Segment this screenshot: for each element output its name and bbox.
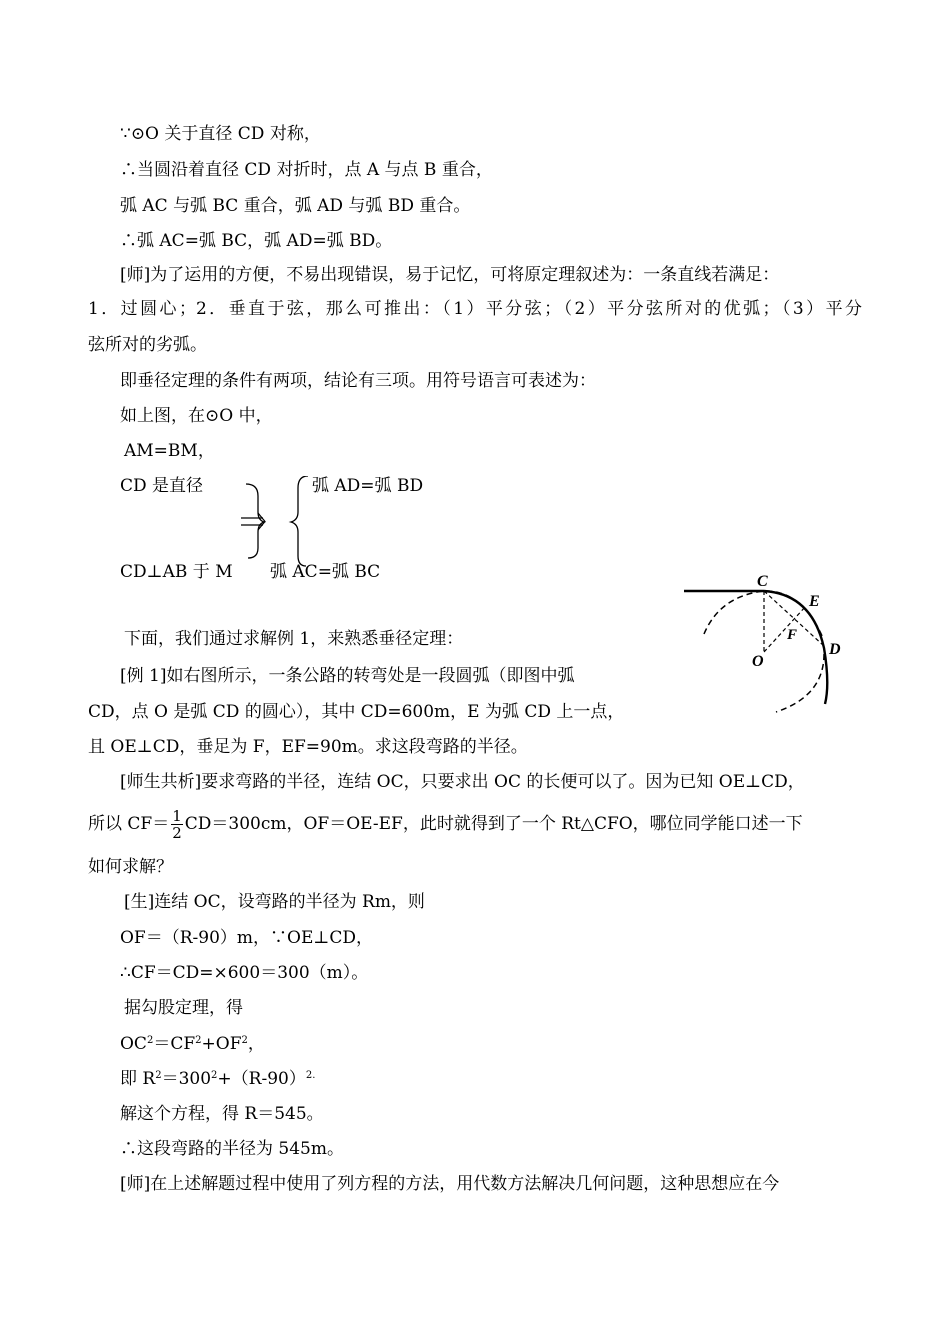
label-d: D [829, 641, 841, 658]
text-line: ∴这段弯路的半径为 545m。 [120, 1139, 344, 1159]
text-line: [师生共析]要求弯路的半径，连结 OC，只要求出 OC 的长便可以了。因为已知 OE⊥CD， [120, 772, 805, 792]
text-line: [生]连结 OC，设弯路的半径为 Rm，则 [124, 892, 425, 912]
text-span: ＝CF [153, 1034, 196, 1054]
segment-oe [764, 606, 806, 652]
exponent: 2. [305, 1070, 316, 1081]
text-line: 据勾股定理，得 [124, 998, 243, 1018]
text-line: 且 OE⊥CD，垂足为 F，EF=90m。求这段弯路的半径。 [88, 737, 528, 757]
text-line: [师]在上述解题过程中使用了列方程的方法，用代数方法解决几何问题，这种思想应在今 [120, 1174, 780, 1194]
text-line: 解这个方程，得 R＝545。 [120, 1104, 324, 1124]
road-curve-figure [680, 566, 850, 722]
text-line: 1．过圆心；2．垂直于弦，那么可推出：（1）平分弦；（2）平分弦所对的优弧；（3）平分 [88, 299, 862, 319]
condition-diameter: CD 是直径 [120, 476, 204, 496]
condition-perpendicular: CD⊥AB 于 M [120, 562, 233, 582]
fraction-one-half [171, 808, 183, 841]
equation-substitution [120, 1067, 315, 1091]
text-line: ∴弧 AC=弧 BC，弧 AD=弧 BD。 [120, 231, 393, 251]
exponent: 2 [241, 1035, 248, 1046]
left-brace [291, 476, 308, 566]
text-line: ∴CF＝CD=×600＝300（m）。 [120, 963, 369, 983]
text-line: OF＝（R-90）m，∵OE⊥CD， [120, 928, 373, 948]
text-line: ∴当圆沿着直径 CD 对折时，点 A 与点 B 重合， [120, 160, 493, 180]
label-e: E [809, 593, 820, 610]
fraction-denominator: 2 [172, 824, 182, 842]
text-span: +（R-90） [217, 1069, 306, 1089]
implication-diagram [236, 476, 316, 568]
text-span: 所以 CF＝ [88, 814, 170, 834]
text-line: AM=BM， [124, 441, 215, 461]
label-f: F [787, 627, 798, 643]
text-line-with-fraction [88, 808, 803, 841]
dashed-circle-arc [776, 654, 824, 712]
text-line: 如上图，在⊙O 中， [120, 406, 273, 426]
exponent: 2 [155, 1070, 162, 1081]
exponent: 2 [211, 1070, 218, 1081]
label-o: O [752, 653, 764, 670]
equation-pythagoras [120, 1032, 265, 1056]
text-line: [例 1]如右图所示，一条公路的转弯处是一段圆弧（即图中弧 [120, 666, 575, 686]
text-span: +OF [201, 1034, 242, 1054]
text-line: 弧 AC 与弧 BC 重合，弧 AD 与弧 BD 重合。 [120, 196, 471, 216]
text-line: 下面，我们通过求解例 1，来熟悉垂径定理： [124, 629, 464, 649]
conclusion-arc-ac-bc: 弧 AC=弧 BC [270, 562, 381, 582]
text-line: [师]为了运用的方便，不易出现错误，易于记忆，可将原定理叙述为：一条直线若满足： [120, 265, 780, 285]
text-span: CD＝300cm，OF＝OE-EF，此时就得到了一个 Rt△CFO，哪位同学能口述一下 [184, 814, 803, 834]
label-c: C [757, 573, 768, 590]
right-brace [246, 484, 264, 558]
exponent: 2 [195, 1035, 202, 1046]
text-line: CD，点 O 是弧 CD 的圆心），其中 CD=600m，E 为弧 CD 上一点， [88, 702, 625, 722]
conclusion-arc-ad-bd: 弧 AD=弧 BD [312, 476, 424, 496]
text-line: 即垂径定理的条件有两项，结论有三项。用符号语言可表述为： [120, 371, 596, 391]
text-span: ＝300 [161, 1069, 212, 1089]
text-span: ， [247, 1034, 265, 1054]
fraction-numerator: 1 [172, 807, 182, 825]
text-line: 如何求解？ [88, 857, 173, 877]
text-line: 弦所对的劣弧。 [88, 335, 207, 355]
text-line: ∵⊙O 关于直径 CD 对称， [120, 124, 321, 144]
text-span: OC [120, 1034, 147, 1054]
exponent: 2 [146, 1035, 154, 1046]
text-span: 即 R [120, 1069, 156, 1089]
